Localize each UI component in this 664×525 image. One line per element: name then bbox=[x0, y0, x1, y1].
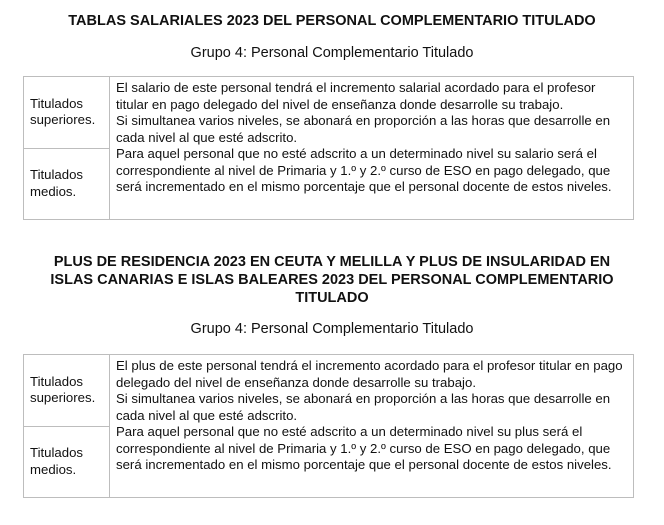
section1-table bbox=[23, 76, 634, 220]
section2-table bbox=[23, 354, 634, 498]
section1-text-column bbox=[110, 77, 633, 219]
section1-row-superiores bbox=[24, 77, 109, 148]
section2-label-column bbox=[24, 355, 110, 497]
section2-row-superiores bbox=[24, 355, 109, 426]
section1-paragraph-1: El salario de este personal tendrá el incremento salarial acordado para el profesor titular en pago delegado del nivel de enseñanza donde desarrolle su trabajo. bbox=[116, 80, 596, 112]
section2-title-line-3: TITULADO bbox=[295, 290, 369, 306]
section2-paragraph-2: Si simultanea varios niveles, se abonará en proporción a las horas que desarrolle en cada nivel al que esté adscrito. bbox=[116, 391, 611, 423]
section1-label-medios: Titulados medios. bbox=[30, 167, 84, 199]
section2-row-medios bbox=[24, 426, 109, 498]
section2-text-column bbox=[110, 355, 633, 497]
section2-title-line-2: ISLAS CANARIAS E ISLAS BALEARES 2023 DEL PERSONAL COMPLEMENTARIO bbox=[50, 272, 614, 288]
section2-paragraph-3: Para aquel personal que no esté adscrito a un determinado nivel su plus será el correspondiente al nivel de Primaria y 1.º y 2.º curso de ESO en pago delegado, que será incrementado en el mismo porcentaje que el personal docente de estos niveles. bbox=[116, 424, 612, 472]
section1-label-column bbox=[24, 77, 110, 219]
section1-label-superiores: Titulados superiores. bbox=[30, 95, 96, 128]
section1-subtitle: Grupo 4: Personal Complementario Titulado bbox=[190, 45, 474, 61]
section1-paragraph-3: Para aquel personal que no esté adscrito a un determinado nivel su salario será el correspondiente al nivel de Primaria y 1.º y 2.º curso de ESO en pago delegado, que será incrementado en el mismo porcentaje que el personal docente de estos niveles. bbox=[116, 146, 612, 194]
section2-subtitle: Grupo 4: Personal Complementario Titulado bbox=[190, 321, 474, 337]
section2-title bbox=[18, 253, 646, 307]
section1-paragraph-2: Si simultanea varios niveles, se abonará en proporción a las horas que desarrolle en cada nivel al que esté adscrito. bbox=[116, 113, 611, 145]
section1-row-medios bbox=[24, 148, 109, 220]
section2-title-line-1: PLUS DE RESIDENCIA 2023 EN CEUTA Y MELILLA Y PLUS DE INSULARIDAD EN bbox=[53, 254, 611, 270]
section2-label-superiores: Titulados superiores. bbox=[30, 373, 96, 406]
section1-title: TABLAS SALARIALES 2023 DEL PERSONAL COMPLEMENTARIO TITULADO bbox=[68, 13, 596, 29]
section2-label-medios: Titulados medios. bbox=[30, 445, 84, 477]
section2-paragraph-1: El plus de este personal tendrá el incremento acordado para el profesor titular en pago delegado del nivel de enseñanza donde desarrolle su trabajo. bbox=[116, 358, 623, 390]
